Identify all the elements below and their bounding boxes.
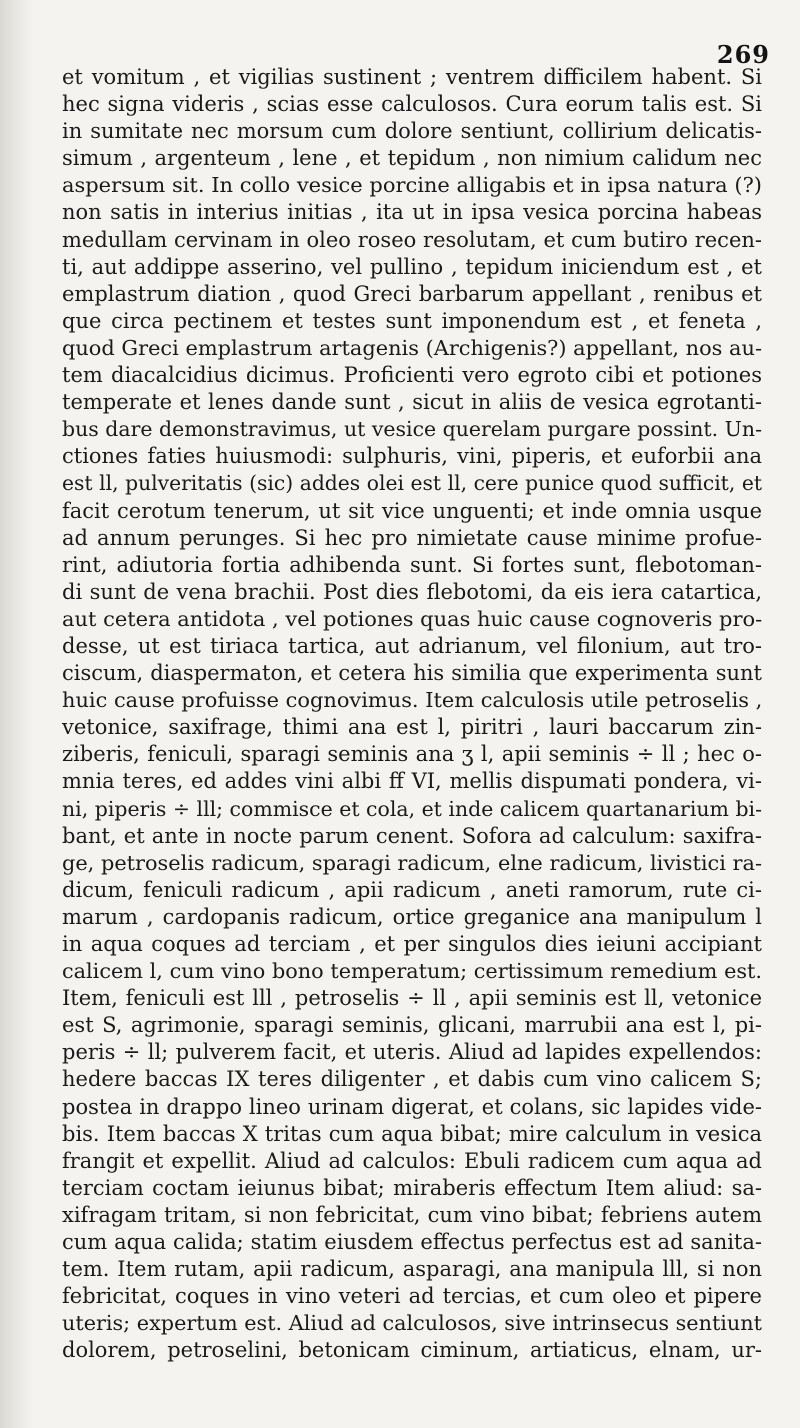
text-line: terciam coctam ieiunus bibat; miraberis effectum Item aliud: sa- (62, 1175, 762, 1200)
text-line: marum , cardopanis radicum, ortice greganice ana manipulum l (62, 904, 762, 929)
text-line: ge, petroselis radicum, sparagi radicum, elne radicum, livistici ra- (62, 850, 762, 875)
text-line: cum aqua calida; statim eiusdem effectus perfectus est ad sanita- (62, 1230, 762, 1255)
text-line: aspersum sit. In collo vesice porcine alligabis et in ipsa natura (?) (62, 173, 762, 198)
text-line: ti, aut addippe asserino, vel pullino , tepidum iniciendum est , et (62, 254, 762, 279)
text-line: aut cetera antidota , vel potiones quas huic cause cognoveris pro- (62, 606, 762, 631)
text-line: que circa pectinem et testes sunt imponendum est , et feneta , (62, 308, 762, 333)
text-line: est S, agrimonie, sparagi seminis, glicani, marrubii ana est l, pi- (62, 1013, 762, 1038)
text-line: rint, adiutoria fortia adhibenda sunt. Si fortes sunt, flebotoman- (62, 552, 762, 577)
text-line: medullam cervinam in oleo roseo resolutam, et cum butiro recen- (62, 227, 762, 252)
text-line: facit cerotum tenerum, ut sit vice unguenti; et inde omnia usque (62, 498, 762, 523)
text-line: ziberis, feniculi, sparagi seminis ana ʒ l, apii seminis ÷ ll ; hec o- (62, 742, 762, 767)
text-line: desse, ut est tiriaca tartica, aut adrianum, vel filonium, aut tro- (62, 633, 762, 658)
text-line: vetonice, saxifrage, thimi ana est l, piritri , lauri baccarum zin- (62, 715, 762, 740)
text-line: xifragam tritam, si non febricitat, cum vino bibat; febriens autem (62, 1202, 762, 1227)
text-line: Item, feniculi est lll , petroselis ÷ ll , apii seminis est ll, vetonice (62, 986, 762, 1011)
text-line: postea in drappo lineo urinam digerat, et colans, sic lapides vide- (62, 1094, 762, 1119)
text-line: febricitat, coques in vino veteri ad tercias, et cum oleo et pipere (62, 1284, 762, 1309)
text-line: frangit et expellit. Aliud ad calculos: Ebuli radicem cum aqua ad (62, 1148, 762, 1173)
text-line: temperate et lenes dande sunt , sicut in aliis de vesica egrotanti- (62, 390, 762, 415)
text-line: emplastrum diation , quod Greci barbarum appellant , renibus et (62, 281, 762, 306)
text-line: ciscum, diaspermaton, et cetera his similia que experimenta sunt (62, 661, 762, 686)
text-line: bus dare demonstravimus, ut vesice querelam purgare possint. Un- (62, 417, 762, 442)
text-line: est ll, pulveritatis (sic) addes olei est ll, cere punice quod sufficit, et (62, 471, 762, 496)
text-line: calicem l, cum vino bono temperatum; certissimum remedium est. (62, 959, 762, 984)
text-line: mnia teres, ed addes vini albi ff VI, mellis dispumati pondera, vi- (62, 769, 762, 794)
text-line: et vomitum , et vigilias sustinent ; ventrem difficilem habent. Si (62, 65, 762, 89)
text-line: bant, et ante in nocte parum cenent. Sofora ad calculum: saxifra- (62, 823, 762, 848)
text-line: huic cause profuisse cognovimus. Item calculosis utile petroselis , (62, 688, 762, 713)
text-line: simum , argenteum , lene , et tepidum , non nimium calidum nec (62, 146, 762, 171)
text-line: ad annum perunges. Si hec pro nimietate cause minime profue- (62, 525, 762, 550)
text-line: bis. Item baccas X tritas cum aqua bibat; mire calculum in vesica (62, 1121, 762, 1146)
text-line: dolorem, petroselini, betonicam ciminum, artiaticus, elnam, ur- (62, 1338, 762, 1363)
text-line: in aqua coques ad terciam , et per singulos dies ieiuni accipiant (62, 932, 762, 956)
page-number: 269 (716, 40, 770, 69)
text-line: dicum, feniculi radicum , apii radicum , aneti ramorum, rute ci- (62, 877, 762, 902)
text-line: tem diacalcidius dicimus. Proficienti vero egroto cibi et potiones (62, 363, 762, 388)
text-line: hedere baccas IX teres diligenter , et dabis cum vino calicem S; (62, 1067, 762, 1092)
body-text (62, 64, 762, 1365)
text-line: hec signa videris , scias esse calculosos. Cura eorum talis est. Si (62, 92, 762, 117)
text-line: uteris; expertum est. Aliud ad calculosos, sive intrinsecus sentiunt (62, 1311, 762, 1336)
text-line: tem. Item rutam, apii radicum, asparagi, ana manipula lll, si non (62, 1257, 762, 1282)
page-gutter-shadow (0, 0, 34, 1428)
text-line: peris ÷ ll; pulverem facit, et uteris. Aliud ad lapides expellendos: (62, 1040, 762, 1065)
text-line: ni, piperis ÷ lll; commisce et cola, et inde calicem quartanarium bi- (62, 796, 762, 821)
text-line: quod Greci emplastrum artagenis (Archigenis?) appellant, nos au- (62, 335, 762, 360)
text-line: di sunt de vena brachii. Post dies flebotomi, da eis iera catartica, (62, 579, 762, 604)
text-line: ctiones faties huiusmodi: sulphuris, vini, piperis, et euforbii ana (62, 444, 762, 469)
text-line: non satis in interius initias , ita ut in ipsa vesica porcina habeas (62, 200, 762, 225)
text-line: in sumitate nec morsum cum dolore sentiunt, collirium delicatis- (62, 119, 762, 144)
